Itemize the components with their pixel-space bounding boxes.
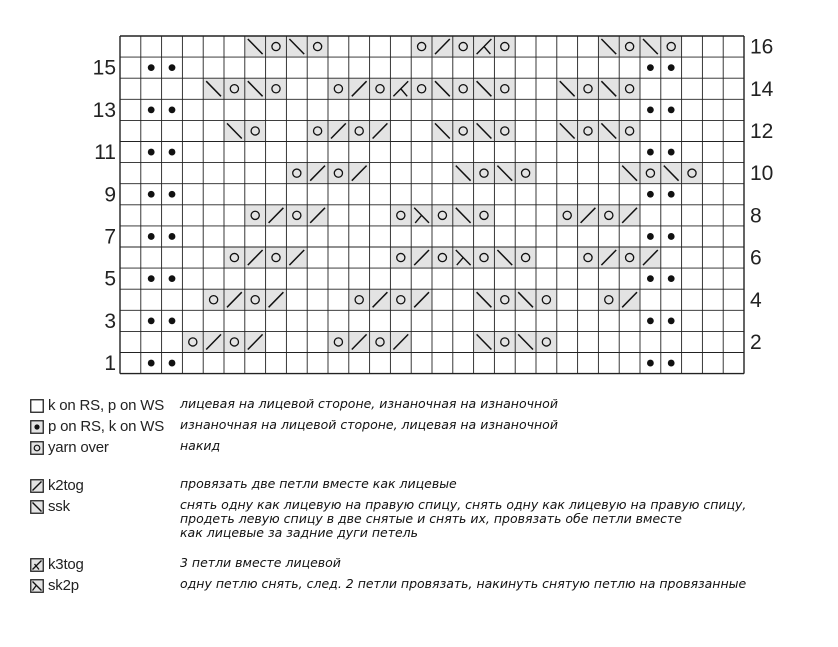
- row-number-left: 7: [104, 225, 116, 249]
- shaded-cell: [536, 331, 557, 352]
- shaded-cell: [494, 120, 515, 141]
- legend-description: одну петлю снять, след. 2 петли провязать, накинуть снятую петлю на провязанные: [180, 576, 747, 591]
- shaded-cell: [578, 247, 599, 268]
- shaded-cell: [494, 36, 515, 57]
- purl-dot: [668, 106, 675, 113]
- shaded-cell: [349, 289, 370, 310]
- shaded-cell: [286, 205, 307, 226]
- shaded-cell: [557, 205, 578, 226]
- purl-dot: [647, 191, 654, 198]
- legend-description: снять одну как лицевую на правую спицу, снять одну как лицевую на правую спицу,: [180, 497, 747, 512]
- shaded-cell: [619, 78, 640, 99]
- shaded-cell: [390, 247, 411, 268]
- shaded-cell: [578, 120, 599, 141]
- legend-item-knit: [30, 397, 830, 415]
- shaded-cell: [453, 120, 474, 141]
- shaded-cell: [474, 247, 495, 268]
- shaded-cell: [370, 78, 391, 99]
- legend-label: p on RS, k on WS: [48, 418, 165, 435]
- shaded-cell: [328, 163, 349, 184]
- legend-description: лицевая на лицевой стороне, изнаночная на изнаночной: [180, 396, 558, 411]
- shaded-cell: [266, 36, 287, 57]
- legend-item-purl: [30, 418, 830, 436]
- shaded-cell: [411, 36, 432, 57]
- purl-dot: [668, 233, 675, 240]
- row-number-right: 2: [750, 330, 762, 354]
- purl-dot: [647, 275, 654, 282]
- shaded-cell: [245, 205, 266, 226]
- shaded-cell: [286, 163, 307, 184]
- legend-label: sk2p: [48, 577, 79, 594]
- shaded-cell: [515, 163, 536, 184]
- shaded-cell: [640, 163, 661, 184]
- legend-item-k3tog: [30, 556, 830, 574]
- backslash-square-icon: [30, 500, 44, 514]
- row-number-right: 4: [750, 288, 762, 312]
- shaded-cell: [474, 163, 495, 184]
- shaded-cell: [453, 36, 474, 57]
- legend-description: изнаночная на лицевой стороне, лицевая на изнаночной: [180, 417, 558, 432]
- circle-square-icon: [30, 441, 44, 455]
- shaded-cell: [598, 289, 619, 310]
- purl-dot: [647, 317, 654, 324]
- shaded-cell: [661, 36, 682, 57]
- purl-dot: [148, 149, 155, 156]
- purl-dot: [148, 360, 155, 367]
- legend-item-sk2p: [30, 577, 830, 595]
- row-number-left: 15: [92, 56, 116, 80]
- purl-dot: [668, 275, 675, 282]
- legend-label: k on RS, p on WS: [48, 397, 165, 414]
- purl-dot: [668, 64, 675, 71]
- shaded-cell: [390, 205, 411, 226]
- row-number-left: 3: [104, 309, 116, 333]
- k3tog-square-icon: [30, 558, 44, 572]
- purl-dot: [668, 149, 675, 156]
- legend-description: как лицевые за задние дуги петель: [180, 525, 419, 540]
- purl-dot: [169, 360, 176, 367]
- shaded-cell: [453, 78, 474, 99]
- dot-square-icon: [30, 420, 44, 434]
- purl-dot: [169, 106, 176, 113]
- row-number-right: 14: [750, 77, 774, 101]
- shaded-cell: [494, 289, 515, 310]
- sk2p-square-icon: [30, 579, 44, 593]
- shaded-cell: [182, 331, 203, 352]
- purl-dot: [148, 275, 155, 282]
- shaded-cell: [370, 331, 391, 352]
- shaded-cell: [266, 247, 287, 268]
- purl-dot: [148, 317, 155, 324]
- legend-item-yarn-over: [30, 439, 830, 457]
- shaded-cell: [494, 78, 515, 99]
- row-number-left: 11: [94, 141, 116, 165]
- row-number-left: 5: [104, 267, 116, 291]
- legend-label: k3tog: [48, 556, 84, 573]
- shaded-cell: [307, 36, 328, 57]
- row-number-left: 1: [104, 352, 116, 376]
- purl-dot: [169, 317, 176, 324]
- shaded-cell: [245, 120, 266, 141]
- shaded-cell: [307, 120, 328, 141]
- shaded-cell: [578, 78, 599, 99]
- purl-dot: [647, 149, 654, 156]
- slash-square-icon: [30, 479, 44, 493]
- legend-label: k2tog: [48, 477, 84, 494]
- shaded-cell: [245, 289, 266, 310]
- shaded-cell: [432, 247, 453, 268]
- purl-dot: [148, 64, 155, 71]
- legend-label: ssk: [48, 498, 70, 515]
- shaded-cell: [515, 247, 536, 268]
- purl-dot: [668, 317, 675, 324]
- shaded-cell: [328, 78, 349, 99]
- row-number-right: 10: [750, 162, 774, 186]
- shaded-cell: [328, 331, 349, 352]
- shaded-cell: [619, 247, 640, 268]
- purl-dot: [148, 191, 155, 198]
- row-number-left: 13: [92, 98, 116, 122]
- legend-item-ssk: [30, 498, 830, 546]
- shaded-cell: [474, 205, 495, 226]
- row-number-right: 16: [750, 35, 774, 59]
- shaded-cell: [682, 163, 703, 184]
- legend-description: провязать две петли вместе как лицевые: [180, 476, 457, 491]
- purl-dot: [169, 149, 176, 156]
- row-number-right: 8: [750, 204, 762, 228]
- shaded-cell: [266, 78, 287, 99]
- purl-dot: [647, 233, 654, 240]
- shaded-cell: [494, 331, 515, 352]
- shaded-cell: [349, 120, 370, 141]
- shaded-cell: [432, 205, 453, 226]
- purl-dot: [169, 64, 176, 71]
- row-number-right: 6: [750, 246, 762, 270]
- shaded-cell: [536, 289, 557, 310]
- shaded-cell: [619, 36, 640, 57]
- shaded-cell: [619, 120, 640, 141]
- purl-dot: [169, 191, 176, 198]
- purl-dot: [148, 233, 155, 240]
- shaded-cell: [390, 289, 411, 310]
- legend-label: yarn over: [48, 439, 109, 456]
- purl-dot: [647, 360, 654, 367]
- shaded-cell: [411, 78, 432, 99]
- row-number-right: 12: [750, 119, 774, 143]
- shaded-cell: [224, 247, 245, 268]
- legend-item-k2tog: [30, 477, 830, 495]
- shaded-cell: [224, 331, 245, 352]
- purl-dot: [169, 275, 176, 282]
- row-number-left: 9: [104, 183, 116, 207]
- purl-dot: [668, 191, 675, 198]
- purl-dot: [647, 106, 654, 113]
- purl-dot: [148, 106, 155, 113]
- purl-dot: [169, 233, 176, 240]
- legend-description: накид: [180, 438, 221, 453]
- purl-dot: [647, 64, 654, 71]
- purl-dot: [668, 360, 675, 367]
- legend-description: продеть левую спицу в две снятые и снять их, провязать обе петли вместе: [180, 511, 682, 526]
- empty-square-icon: [30, 399, 44, 413]
- shaded-cell: [598, 205, 619, 226]
- legend-description: 3 петли вместе лицевой: [180, 555, 341, 570]
- shaded-cell: [224, 78, 245, 99]
- shaded-cell: [203, 289, 224, 310]
